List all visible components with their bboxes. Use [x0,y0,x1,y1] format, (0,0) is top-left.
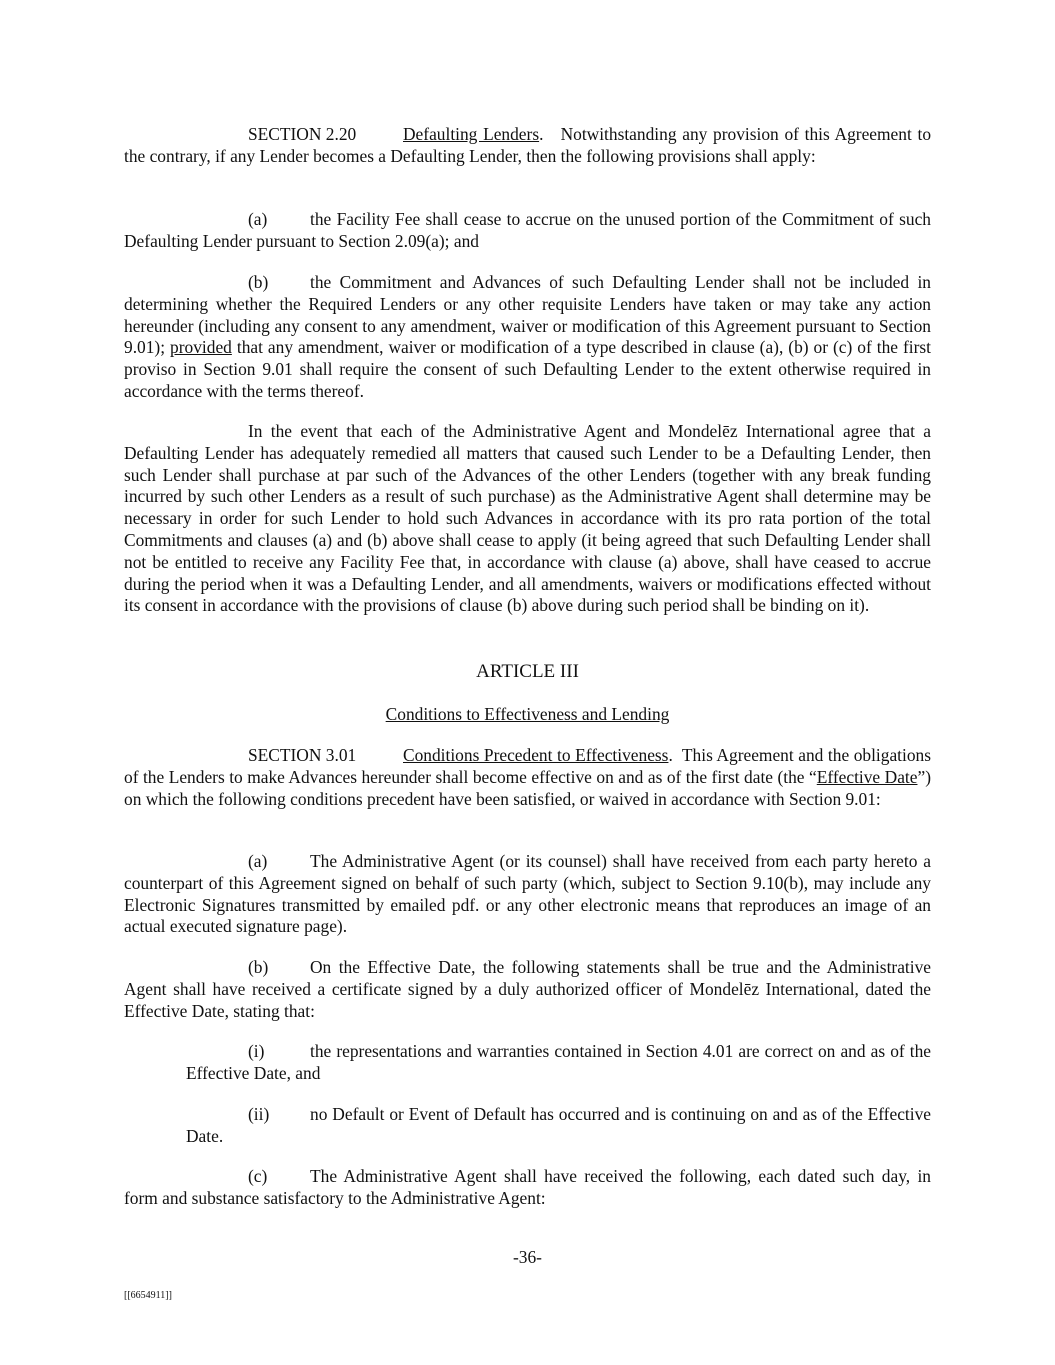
proviso-term: provided [170,337,232,358]
document-id: [[6654911]] [124,1290,172,1301]
clause-2-20-b [124,272,931,403]
paragraph-text: In the event that each of the Administrative Agent and Mondelēz International agree that a Defaulting Lender has adequately remedied all matters that caused such Lender to be a Defaulting Lender, then such Lender shall purchase at par such of the Advances of the other Lenders (together with any break funding incurred by such other Lenders as a result of such purchase) as the Administrative Agent shall determine may be necessary in order for such Lender to hold such Advances in accordance with its pro rata portion of the total Commitments and clauses (a) and (b) above shall cease to apply (it being agreed that such Defaulting Lender shall not be entitled to receive any Facility Fee that, in accordance with clause (a) above, shall have ceased to accrue during the period when it was a Defaulting Lender, and all amendments, waivers or modifications effected without its consent in accordance with the provisions of clause (b) above during such period shall be binding on it). [124,421,931,616]
clause-text: the Facility Fee shall cease to accrue on the unused portion of the Commitment of such Defaulting Lender pursuant to Section 2.09(a); and [124,209,931,251]
section-title: Defaulting Lenders [403,124,540,144]
section-text: This Agreement and the obligations of the Lenders to make Advances hereunder shall become effective on and as of the first date (the “ [124,745,932,787]
clause-label: (a) [248,851,268,871]
section-title: Conditions Precedent to Effectiveness [403,745,669,765]
remedy-paragraph [124,421,931,617]
clause-3-01-b-ii [186,1104,931,1148]
clause-text: On the Effective Date, the following statements shall be true and the Administrative Agent shall have received a certificate signed by a duly authorized officer of Mondelēz International, dated the Effective Date, stating that: [124,957,931,1021]
article-subtitle-text: Conditions to Effectiveness and Lending [385,704,670,724]
section-3-01: SECTION 3.01 Conditions Precedent to Effectiveness. This Agreement and the obligations of the Lenders to make Advances hereunder shall become effective on and as of the first date (the “Effective Date”) on which the following conditions precedent have been satisfied, or waived in accordance with Section 9.01: [124,745,932,809]
defined-term: Effective Date [816,766,918,787]
clause-label: (c) [248,1166,268,1186]
clause-3-01-b-i [186,1041,931,1085]
clause-3-01-a [124,851,931,938]
clause-text: the Commitment and Advances of such Defaulting Lender shall not be included in determining whether the Required Lenders or any other requisite Lenders have taken or may take any action hereunder (including any consent to any amendment, waiver or modification of this Agreement pursuant to Section 9.01); [124,272,931,358]
clause-label: (b) [248,272,269,292]
clause-label: (ii) [248,1104,270,1124]
section-number: SECTION 2.20 [248,124,357,144]
section-number: SECTION 3.01 [248,745,357,765]
article-subtitle [124,704,931,726]
clause-text: The Administrative Agent (or its counsel) shall have received from each party hereto a counterpart of this Agreement signed on behalf of such party (which, subject to Section 9.10(b), may include any Electronic Signatures transmitted by emailed pdf. or any other electronic means that reproduces an image of an actual executed signature page). [124,851,931,937]
clause-label: (i) [248,1041,265,1061]
clause-text-cont: that any amendment, waiver or modification of a type described in clause (a), (b) or (c) of the first proviso in Section 9.01 shall require the consent of such Defaulting Lender to the extent otherwise required in accordance with the terms thereof. [124,337,931,401]
clause-text: no Default or Event of Default has occurred and is continuing on and as of the Effective Date. [186,1104,931,1146]
section-2-20: SECTION 2.20 Defaulting Lenders. Notwithstanding any provision of this Agreement to the contrary, if any Lender becomes a Defaulting Lender, then the following provisions shall apply: [124,124,932,166]
clause-2-20-a [124,209,931,253]
clause-label: (b) [248,957,269,977]
section-text-cont: ”) on which the following conditions precedent have been satisfied, or waived in accordance with Section 9.01: [124,766,931,809]
clause-text: The Administrative Agent shall have received the following, each dated such day, in form and substance satisfactory to the Administrative Agent: [124,1166,931,1208]
page-number: -36- [513,1247,542,1267]
clause-3-01-b [124,957,931,1022]
article-title: ARTICLE III [476,661,579,682]
clause-text: the representations and warranties contained in Section 4.01 are correct on and as of the Effective Date, and [186,1041,931,1083]
section-text: Notwithstanding any provision of this Agreement to the contrary, if any Lender becomes a Defaulting Lender, then the following provisions shall apply: [124,124,932,166]
clause-label: (a) [248,209,268,229]
clause-3-01-c [124,1166,931,1210]
